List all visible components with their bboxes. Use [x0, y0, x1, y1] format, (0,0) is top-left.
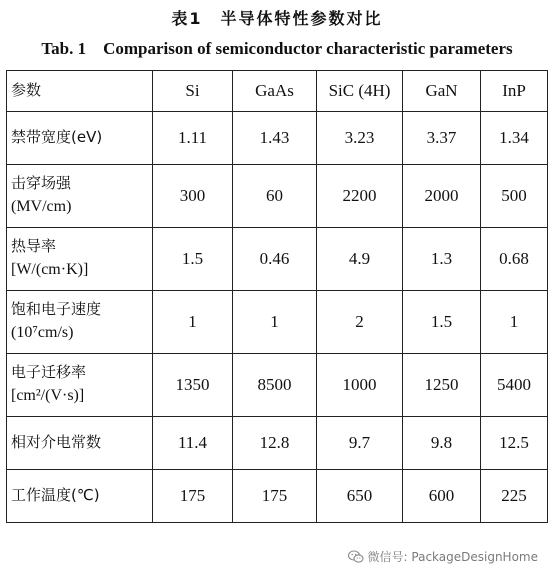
table-row — [7, 291, 548, 354]
param-cell — [7, 112, 153, 165]
value-cell: 1.5 — [153, 228, 233, 291]
value-cell: 175 — [233, 470, 317, 523]
value-cell: 60 — [233, 165, 317, 228]
param-label: 电子迁移率 — [11, 362, 87, 381]
param-cell — [7, 354, 153, 417]
param-unit: (10⁷cm/s) — [11, 324, 74, 342]
value-cell: 12.8 — [233, 417, 317, 470]
table-title-chinese: 表1 半导体特性参数对比 — [171, 9, 383, 28]
value-cell: 2000 — [403, 165, 481, 228]
value-cell: 300 — [153, 165, 233, 228]
table-header-row — [7, 71, 548, 112]
param-label: 工作温度(℃) — [11, 486, 100, 505]
value-cell: 0.68 — [481, 228, 548, 291]
param-label: 饱和电子速度 — [11, 299, 102, 318]
table-row — [7, 112, 548, 165]
header-cell-gan: GaN — [403, 71, 481, 112]
value-cell: 12.5 — [481, 417, 548, 470]
value-cell: 1250 — [403, 354, 481, 417]
value-cell: 3.23 — [317, 112, 403, 165]
value-cell: 1.11 — [153, 112, 233, 165]
value-cell: 9.8 — [403, 417, 481, 470]
semiconductor-parameters-table — [6, 70, 548, 523]
value-cell: 8500 — [233, 354, 317, 417]
param-cell — [7, 417, 153, 470]
value-cell: 1.5 — [403, 291, 481, 354]
header-cell-param: 参数 — [7, 71, 153, 112]
param-cell — [7, 228, 153, 291]
param-unit: [cm²/(V·s)] — [11, 387, 85, 405]
watermark-text: 微信号: PackageDesignHome — [367, 550, 538, 564]
value-cell: 1000 — [317, 354, 403, 417]
param-label: 相对介电常数 — [11, 433, 102, 452]
value-cell: 3.37 — [403, 112, 481, 165]
table-row — [7, 470, 548, 523]
value-cell: 225 — [481, 470, 548, 523]
value-cell: 600 — [403, 470, 481, 523]
value-cell: 650 — [317, 470, 403, 523]
param-label: 禁带宽度(eV) — [11, 128, 103, 147]
param-unit: [W/(cm·K)] — [11, 261, 89, 279]
value-cell: 0.46 — [233, 228, 317, 291]
value-cell: 2200 — [317, 165, 403, 228]
value-cell: 500 — [481, 165, 548, 228]
value-cell: 1350 — [153, 354, 233, 417]
param-cell — [7, 470, 153, 523]
table-row — [7, 228, 548, 291]
table-row — [7, 354, 548, 417]
header-cell-si: Si — [153, 71, 233, 112]
value-cell: 11.4 — [153, 417, 233, 470]
header-cell-sic: SiC (4H) — [317, 71, 403, 112]
header-cell-gaas: GaAs — [233, 71, 317, 112]
param-cell — [7, 165, 153, 228]
param-cell — [7, 291, 153, 354]
header-cell-inp: InP — [481, 71, 548, 112]
value-cell: 1 — [153, 291, 233, 354]
table-row — [7, 417, 548, 470]
wechat-watermark — [348, 548, 538, 565]
value-cell: 175 — [153, 470, 233, 523]
table-row — [7, 165, 548, 228]
param-label: 击穿场强 — [11, 173, 72, 192]
table-title-english: Tab. 1 Comparison of semiconductor characteristic parameters — [41, 39, 513, 58]
value-cell: 1 — [481, 291, 548, 354]
value-cell: 1.43 — [233, 112, 317, 165]
param-unit: (MV/cm) — [11, 198, 72, 216]
value-cell: 2 — [317, 291, 403, 354]
value-cell: 1 — [233, 291, 317, 354]
value-cell: 4.9 — [317, 228, 403, 291]
param-label: 热导率 — [11, 236, 57, 255]
value-cell: 1.34 — [481, 112, 548, 165]
value-cell: 1.3 — [403, 228, 481, 291]
value-cell: 5400 — [481, 354, 548, 417]
value-cell: 9.7 — [317, 417, 403, 470]
wechat-icon — [348, 550, 364, 564]
